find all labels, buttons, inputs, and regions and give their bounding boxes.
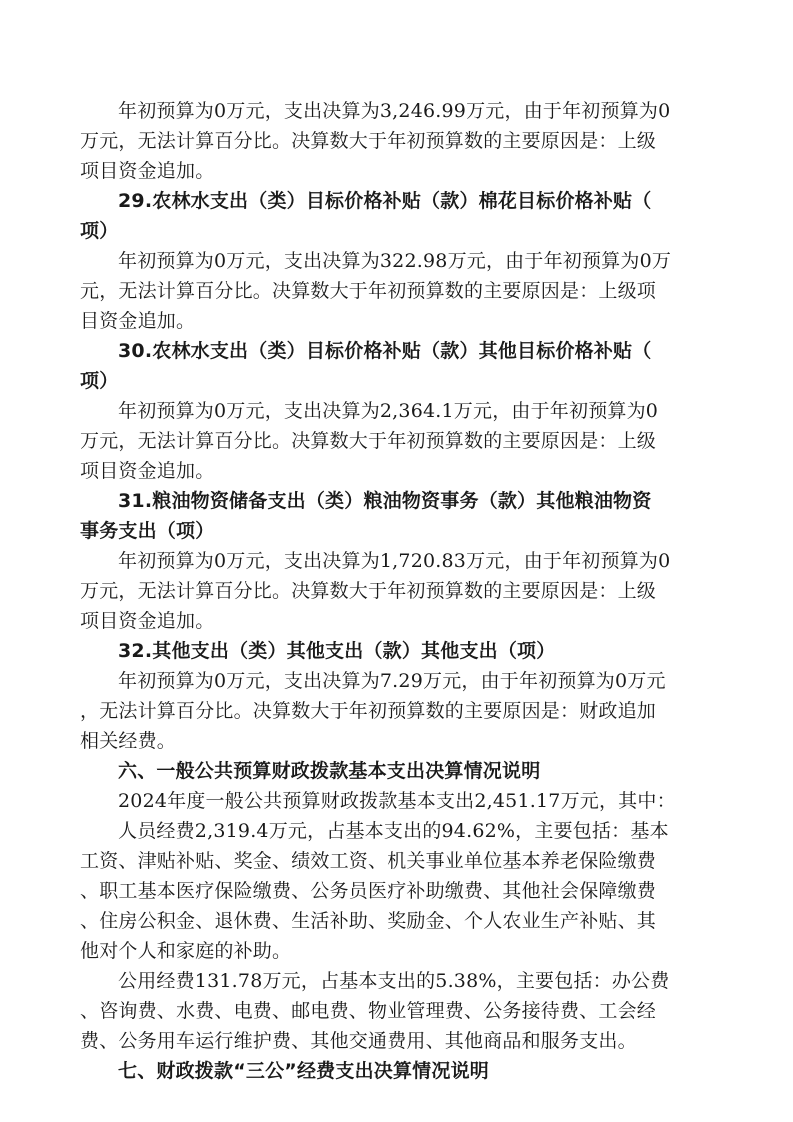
- text-line: 公用经费131.78万元，占基本支出的5.38%，主要包括：办公费: [118, 970, 670, 992]
- paragraph: [80, 246, 716, 336]
- text-line: 元，无法计算百分比。决算数大于年初预算数的主要原因是：上级项: [80, 280, 657, 302]
- document-body: [80, 96, 716, 1086]
- text-line: 相关经费。: [80, 730, 177, 752]
- text-line: 人员经费2,319.4万元，占基本支出的94.62%，主要包括：基本: [118, 820, 669, 842]
- text-line: 、咨询费、水费、电费、邮电费、物业管理费、公务接待费、工会经: [80, 1000, 657, 1022]
- heading-line: 事务支出（项）: [80, 520, 215, 542]
- paragraph: [80, 666, 716, 756]
- text-line: 万元，无法计算百分比。决算数大于年初预算数的主要原因是：上级: [80, 430, 657, 452]
- heading-line: 30.农林水支出（类）目标价格补贴（款）其他目标价格补贴（: [118, 340, 652, 362]
- section-heading: [80, 1056, 716, 1086]
- paragraph: [80, 396, 716, 486]
- text-line: 、住房公积金、退休费、生活补助、奖励金、个人农业生产补贴、其: [80, 910, 657, 932]
- text-line: 目资金追加。: [80, 310, 196, 332]
- paragraph: [80, 786, 716, 816]
- section-heading: [80, 636, 716, 666]
- section-heading: [80, 186, 716, 246]
- heading-line: 31.粮油物资储备支出（类）粮油物资事务（款）其他粮油物资: [118, 490, 652, 512]
- section-heading: [80, 486, 716, 546]
- text-line: 他对个人和家庭的补助。: [80, 940, 292, 962]
- heading-line: 项）: [80, 370, 119, 392]
- heading-line: 七、财政拨款“三公”经费支出决算情况说明: [118, 1060, 489, 1082]
- text-line: 项目资金追加。: [80, 610, 215, 632]
- text-line: 、职工基本医疗保险缴费、公务员医疗补助缴费、其他社会保障缴费: [80, 880, 657, 902]
- text-line: 万元，无法计算百分比。决算数大于年初预算数的主要原因是：上级: [80, 130, 657, 152]
- heading-line: 六、一般公共预算财政拨款基本支出决算情况说明: [118, 760, 541, 782]
- text-line: 年初预算为0万元，支出决算为7.29万元，由于年初预算为0万元: [118, 670, 666, 692]
- paragraph: [80, 96, 716, 186]
- section-heading: [80, 336, 716, 396]
- paragraph: [80, 546, 716, 636]
- heading-line: 项）: [80, 220, 119, 242]
- paragraph: [80, 966, 716, 1056]
- text-line: 年初预算为0万元，支出决算为322.98万元，由于年初预算为0万: [118, 250, 672, 272]
- text-line: 项目资金追加。: [80, 160, 215, 182]
- paragraph: [80, 816, 716, 966]
- text-line: 万元，无法计算百分比。决算数大于年初预算数的主要原因是：上级: [80, 580, 657, 602]
- heading-line: 29.农林水支出（类）目标价格补贴（款）棉花目标价格补贴（: [118, 190, 652, 212]
- text-line: 工资、津贴补贴、奖金、绩效工资、机关事业单位基本养老保险缴费: [80, 850, 657, 872]
- text-line: ，无法计算百分比。决算数大于年初预算数的主要原因是：财政追加: [80, 700, 657, 722]
- section-heading: [80, 756, 716, 786]
- text-line: 费、公务用车运行维护费、其他交通费用、其他商品和服务支出。: [80, 1030, 637, 1052]
- text-line: 年初预算为0万元，支出决算为1,720.83万元，由于年初预算为0: [118, 550, 671, 572]
- heading-line: 32.其他支出（类）其他支出（款）其他支出（项）: [118, 640, 556, 662]
- text-line: 年初预算为0万元，支出决算为2,364.1万元，由于年初预算为0: [118, 400, 659, 422]
- text-line: 2024年度一般公共预算财政拨款基本支出2,451.17万元，其中：: [118, 790, 676, 812]
- text-line: 项目资金追加。: [80, 460, 215, 482]
- text-line: 年初预算为0万元，支出决算为3,246.99万元，由于年初预算为0: [118, 100, 671, 122]
